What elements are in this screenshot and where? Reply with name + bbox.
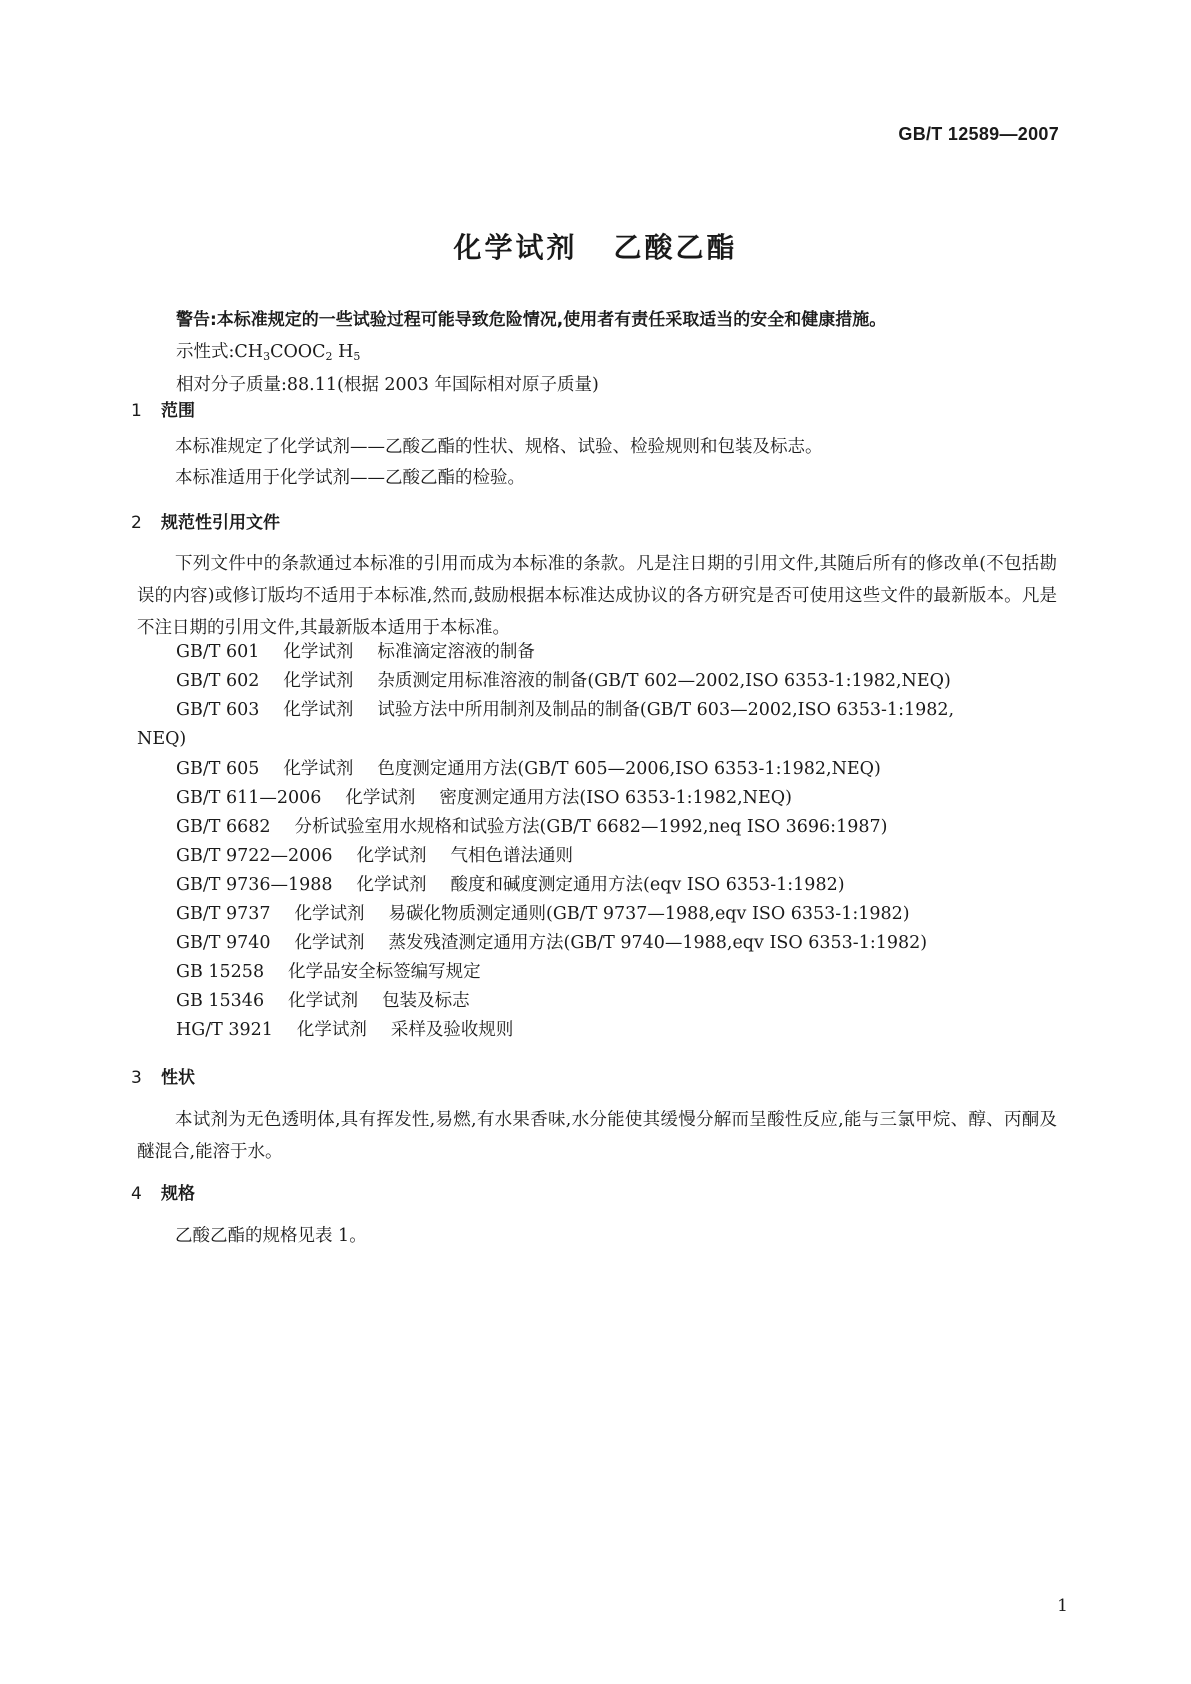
reference-item [176, 812, 887, 843]
reference-name: 易碳化物质测定通则(GB/T 9737—1988,eqv ISO 6353-1:1982) [388, 904, 910, 924]
section-4-paragraph: 乙酸乙酯的规格见表 1。 [175, 1226, 367, 1246]
reference-item [176, 666, 951, 697]
reference-group: 化学试剂 [283, 700, 354, 720]
section-number: 4 [131, 1184, 142, 1204]
reference-group: 化学试剂 [296, 1020, 367, 1040]
formula-subscript: 3 [263, 350, 271, 363]
title-part-2: 乙酸乙酯 [613, 231, 738, 264]
reference-code: GB/T 9722—2006 [176, 846, 333, 866]
reference-group: 化学试剂 [356, 846, 427, 866]
reference-code: GB 15346 [176, 991, 265, 1011]
reference-code: GB/T 601 [176, 642, 260, 662]
reference-code: GB/T 603 [176, 700, 260, 720]
section-2-heading [131, 507, 280, 539]
reference-item [176, 783, 792, 814]
formula-label: 示性式: [176, 342, 235, 362]
section-3-paragraph: 本试剂为无色透明体,具有挥发性,易燃,有水果香味,水分能使其缓慢分解而呈酸性反应,能与三氯甲烷、醇、丙酮及醚混合,能溶于水。 [137, 1110, 1057, 1162]
section-title: 范围 [161, 401, 195, 421]
section-number: 3 [131, 1068, 142, 1088]
reference-item [176, 1015, 513, 1046]
reference-group: 化学试剂 [283, 671, 354, 691]
reference-code: GB 15258 [176, 962, 265, 982]
reference-item [176, 841, 573, 872]
reference-group: 化学试剂 [283, 759, 354, 779]
reference-code: GB/T 9737 [176, 904, 271, 924]
reference-name: 密度测定通用方法(ISO 6353-1:1982,NEQ) [439, 788, 792, 808]
reference-item [176, 899, 910, 930]
reference-item [176, 928, 927, 959]
reference-name: 试验方法中所用制剂及制品的制备(GB/T 603—2002,ISO 6353-1:1982, [377, 700, 955, 720]
formula-part: H [338, 342, 354, 362]
section-title: 性状 [161, 1068, 195, 1088]
reference-group: 化学试剂 [288, 991, 359, 1011]
structural-formula [176, 336, 360, 373]
reference-name: 杂质测定用标准溶液的制备(GB/T 602—2002,ISO 6353-1:1982,NEQ) [377, 671, 951, 691]
warning-text: 警告:本标准规定的一些试验过程可能导致危险情况,使用者有责任采取适当的安全和健康措施。 [176, 310, 887, 330]
reference-name: 蒸发残渣测定通用方法(GB/T 9740—1988,eqv ISO 6353-1:1982) [388, 933, 928, 953]
formula-part: COOC [270, 342, 326, 362]
formula-subscript: 2 [325, 350, 333, 363]
reference-code: GB/T 611—2006 [176, 788, 322, 808]
reference-item [176, 870, 845, 901]
reference-item [176, 695, 954, 726]
reference-name: 酸度和碱度测定通用方法(eqv ISO 6353-1:1982) [450, 875, 845, 895]
section-title: 规范性引用文件 [161, 513, 280, 533]
reference-name: 化学品安全标签编写规定 [288, 962, 481, 982]
reference-item [176, 754, 881, 785]
reference-name: 包装及标志 [382, 991, 470, 1011]
reference-group: 化学试剂 [294, 933, 365, 953]
molecular-mass: 相对分子质量:88.11(根据 2003 年国际相对原子质量) [176, 375, 599, 395]
reference-code: GB/T 6682 [176, 817, 271, 837]
formula-part: CH [234, 342, 264, 362]
reference-code: GB/T 602 [176, 671, 260, 691]
reference-group: 化学试剂 [294, 904, 365, 924]
section-3-heading [131, 1062, 195, 1094]
standard-code: GB/T 12589—2007 [898, 124, 1059, 144]
reference-name: 色度测定通用方法(GB/T 605—2006,ISO 6353-1:1982,NEQ) [377, 759, 881, 779]
reference-code: HG/T 3921 [176, 1020, 273, 1040]
section-number: 1 [131, 401, 142, 421]
reference-name: 气相色谱法通则 [450, 846, 574, 866]
reference-code: GB/T 9740 [176, 933, 271, 953]
section-1-paragraph-2: 本标准适用于化学试剂——乙酸乙酯的检验。 [175, 468, 525, 488]
section-number: 2 [131, 513, 142, 533]
page-number: 1 [1057, 1596, 1068, 1616]
reference-code: GB/T 605 [176, 759, 260, 779]
section-1-paragraph-1: 本标准规定了化学试剂——乙酸乙酯的性状、规格、试验、检验规则和包装及标志。 [175, 437, 823, 457]
reference-continuation: NEQ) [137, 729, 187, 749]
section-1-heading [131, 395, 195, 427]
reference-group: 化学试剂 [356, 875, 427, 895]
section-2-intro: 下列文件中的条款通过本标准的引用而成为本标准的条款。凡是注日期的引用文件,其随后所有的修改单(不包括勘误的内容)或修订版均不适用于本标准,然而,鼓励根据本标准达成协议的各方研究是否可使用这些文件的最新版本。凡是不注日期的引用文件,其最新版本适用于本标准。 [137, 554, 1057, 638]
reference-item [176, 957, 481, 988]
reference-group: 化学试剂 [345, 788, 416, 808]
formula-subscript: 5 [353, 350, 361, 363]
reference-group: 化学试剂 [283, 642, 354, 662]
reference-name: 采样及验收规则 [390, 1020, 514, 1040]
reference-item [176, 986, 470, 1017]
document-title [0, 226, 1191, 266]
reference-item [176, 637, 535, 668]
title-part-1: 化学试剂 [453, 231, 578, 264]
reference-name: 标准滴定溶液的制备 [377, 642, 535, 662]
reference-code: GB/T 9736—1988 [176, 875, 333, 895]
section-title: 规格 [161, 1184, 195, 1204]
reference-name: 分析试验室用水规格和试验方法(GB/T 6682—1992,neq ISO 3696:1987) [294, 817, 888, 837]
section-4-heading [131, 1178, 195, 1210]
